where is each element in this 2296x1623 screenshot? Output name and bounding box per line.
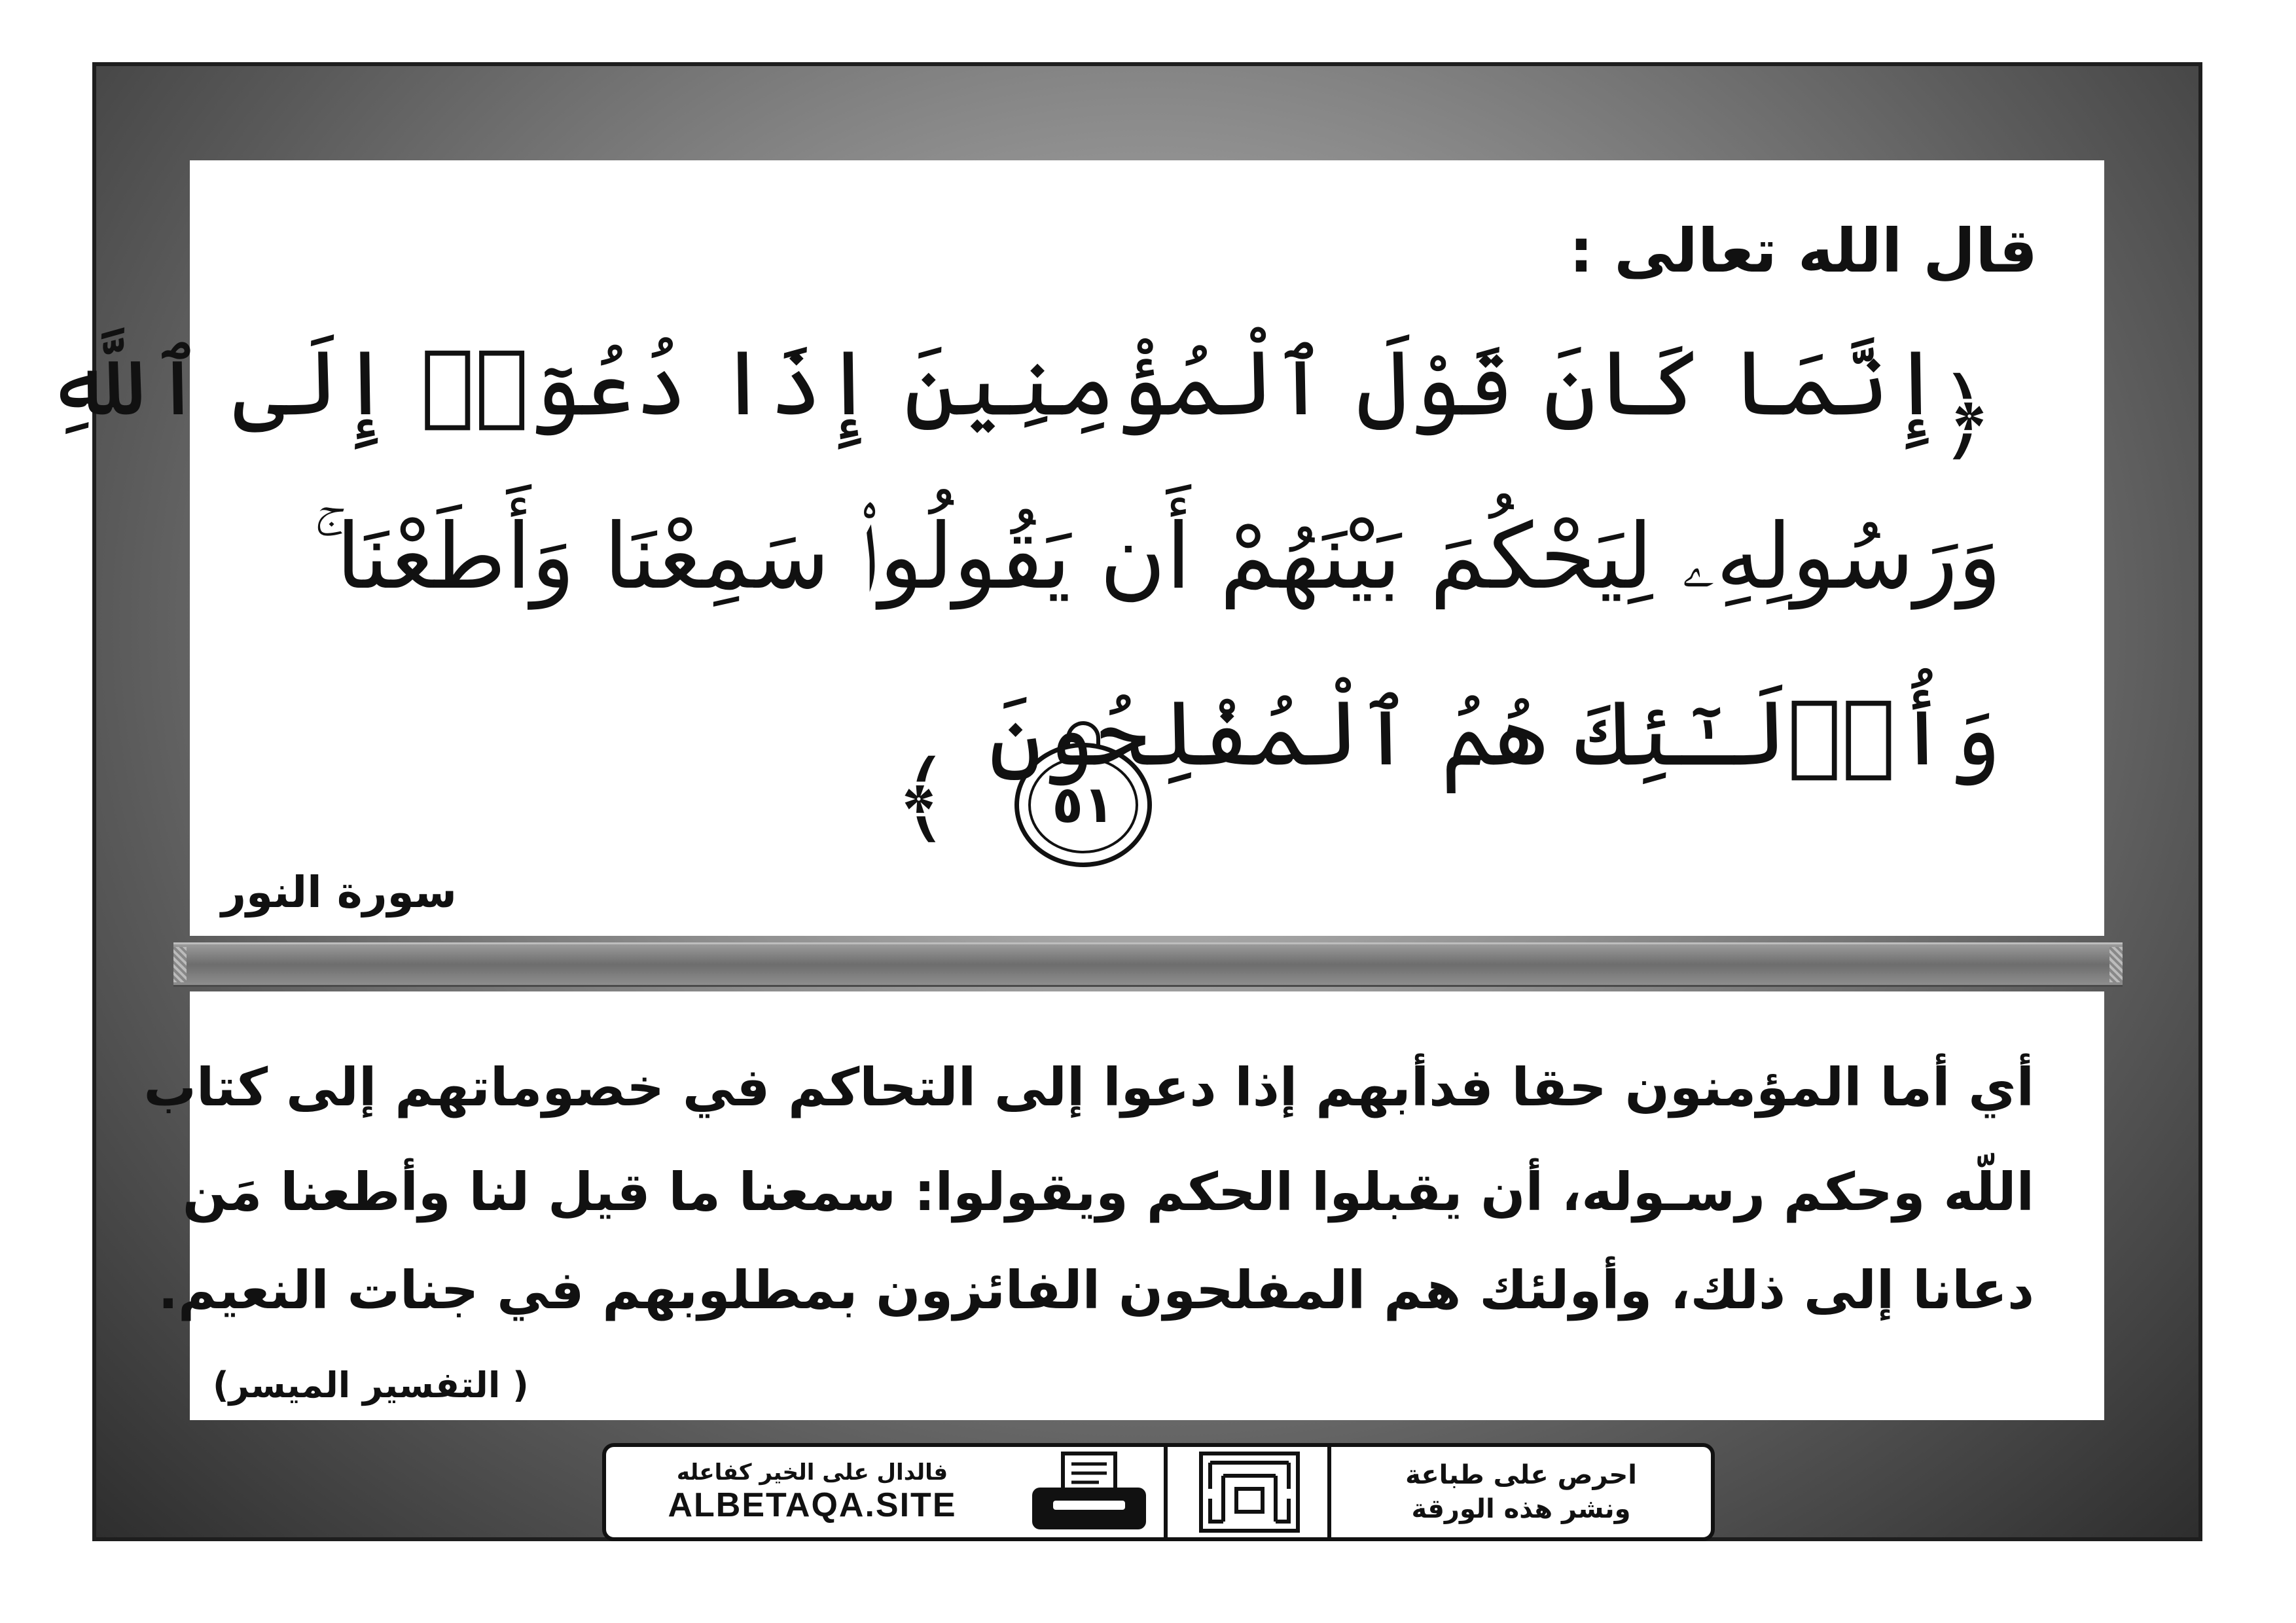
panel-divider <box>173 942 2123 987</box>
footer-slogan: فالدال على الخير كفاعله <box>676 1459 948 1486</box>
verse-close-ornament: ﴾ <box>893 741 951 855</box>
print-reminder-line-1: احرص على طباعة <box>1405 1460 1637 1490</box>
surah-name: سورة النور <box>221 867 457 918</box>
tafsir-line-1: أي أما المؤمنون حقا فدأبهم إذا دعوا إلى التحاكم في خصوماتهم إلى كتاب <box>143 1057 2034 1118</box>
verse-line-1: إِنَّمَا كَانَ قَوْلَ ٱلْمُؤْمِنِينَ إِذَا دُعُوٓا۟ إِلَى ٱللَّهِ <box>45 330 1943 436</box>
verse-line-2: وَرَسُولِهِۦ لِيَحْكُمَ بَيْنَهُمْ أَن يَقُولُوا۟ سَمِعْنَا وَأَطَعْنَا ۚ <box>313 504 2001 609</box>
verse-open-ornament: ﴿ <box>1937 359 1995 473</box>
verse-heading: قال الله تعالى : <box>1569 216 2037 286</box>
site-block <box>606 1447 1018 1537</box>
verse-line-3: وَأُو۟لَـٰٓئِكَ هُمُ ٱلْمُفْلِحُونَ <box>988 681 2001 786</box>
logo-icon <box>1197 1450 1302 1535</box>
print-reminder <box>1327 1447 1711 1537</box>
logo-text: دعوة الورقة <box>1249 1533 1253 1534</box>
tafsir-source: ( التفسير الميسر) <box>213 1364 529 1406</box>
printer-icon <box>1011 1447 1168 1537</box>
tafsir-line-3: دعانا إلى ذلك، وأولئك هم المفلحون الفائزون بمطلوبهم في جنات النعيم. <box>158 1260 2034 1321</box>
footer-bar <box>602 1443 1715 1541</box>
dawat-alwaraqa-logo <box>1164 1447 1331 1537</box>
verse-number-badge <box>1014 743 1152 867</box>
site-url[interactable]: ALBETAQA.SITE <box>668 1486 957 1524</box>
verse-number: ٥١ <box>1052 776 1115 834</box>
tafsir-line-2: اللّه وحكم رسـوله، أن يقبلوا الحكم ويقولوا: سمعنا ما قيل لنا وأطعنا مَن <box>182 1162 2034 1222</box>
print-reminder-line-2: ونشر هذه الورقة <box>1411 1494 1631 1524</box>
